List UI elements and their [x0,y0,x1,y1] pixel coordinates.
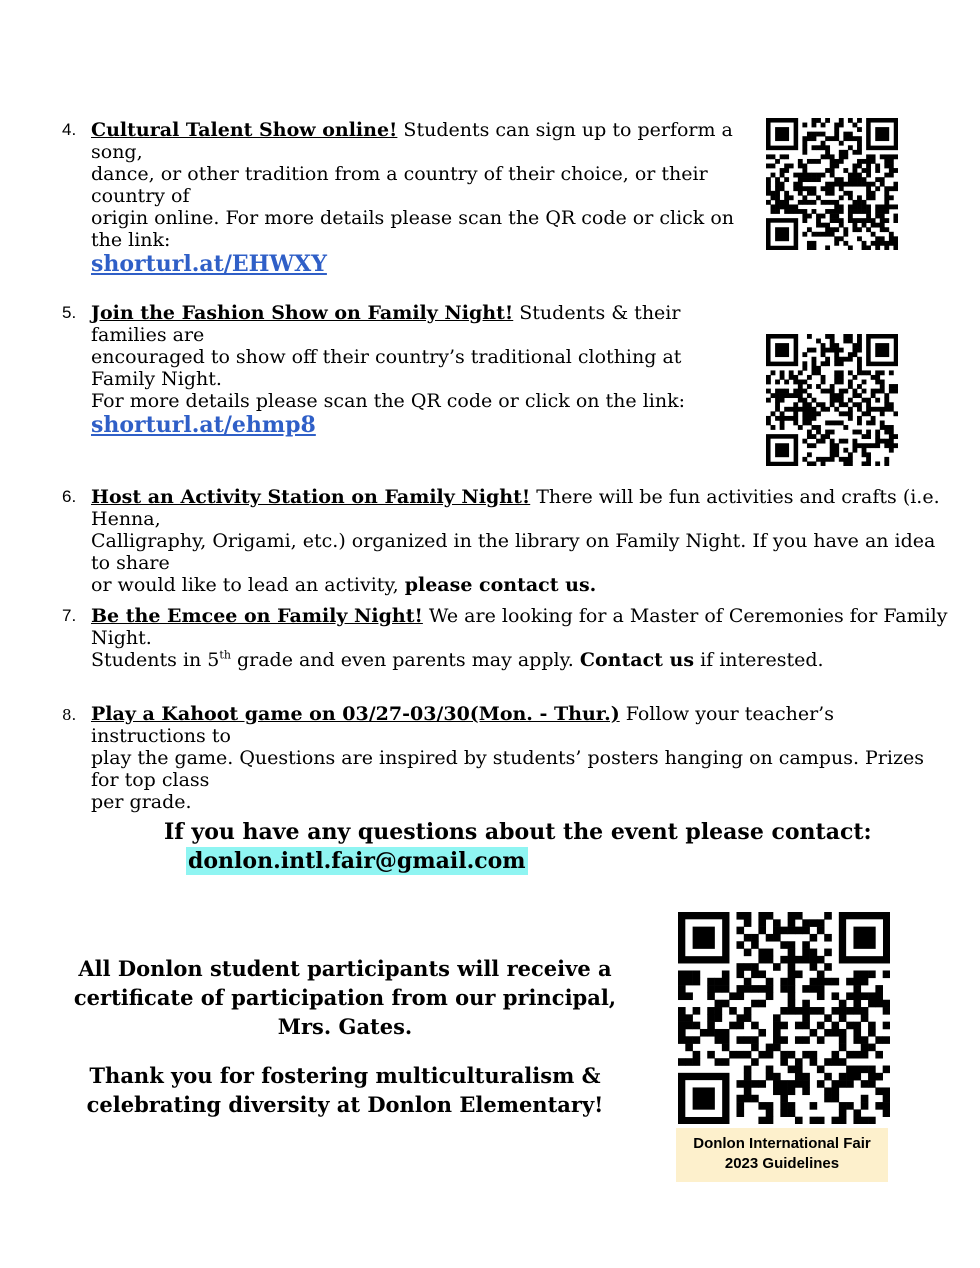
item-number: 5. [62,303,77,322]
contact-question: If you have any questions about the event please contact: [164,819,872,845]
closing-line: All Donlon student participants will receive a [78,956,612,981]
item-heading: Cultural Talent Show online! [91,119,398,141]
item-text: origin online. For more details please scan the QR code or click on the link: [91,207,735,251]
contact-us-text: Contact us [579,649,695,671]
contact-email[interactable]: donlon.intl.fair@gmail.com [188,848,526,874]
qr-code-guidelines-icon[interactable] [678,912,890,1124]
item-heading: Play a Kahoot game on 03/27-03/30(Mon. - Thur.) [91,703,620,725]
item-number: 7. [62,606,77,625]
talent-show-link[interactable]: shorturl.at/EHWXY [91,251,327,277]
closing-line: certificate of participation from our principal, [73,985,617,1010]
item-text: per grade. [91,791,192,813]
item-text: encouraged to show off their country’s traditional clothing at Family Night. [91,346,682,390]
closing-line: celebrating diversity at Donlon Elementary! [86,1092,604,1117]
item-text: or would like to lead an activity, [91,574,405,596]
qr-caption [676,1128,888,1182]
qr-caption-line: Donlon International Fair [693,1135,871,1152]
item-heading: Join the Fashion Show on Family Night! [91,302,514,324]
item-number: 4. [62,120,77,139]
item-text: Students in 5 [91,649,220,671]
item-text: For more details please scan the QR code or click on the link: [91,390,686,412]
item-text: dance, or other tradition from a country of their choice, or their country of [91,163,708,207]
qr-caption-line: 2023 Guidelines [724,1155,840,1172]
qr-code-fashion-show-icon[interactable] [766,334,898,466]
ordinal-suffix: th [219,648,231,662]
item-heading: Be the Emcee on Family Night! [91,605,423,627]
item-number: 6. [62,487,77,506]
qr-code-talent-show-icon[interactable] [766,118,898,250]
item-text: We are looking for a Master of Ceremonies for Family Night. [91,605,948,649]
item-text: play the game. Questions are inspired by students’ posters hanging on campus. Prizes for top class [91,747,924,791]
closing-line: Mrs. Gates. [277,1014,413,1039]
closing-line: Thank you for fostering multiculturalism & [89,1063,601,1088]
fashion-show-link[interactable]: shorturl.at/ehmp8 [91,412,316,438]
thank-you-note [60,1061,630,1119]
item-text: Calligraphy, Origami, etc.) organized in the library on Family Night. If you have an idea to share [91,530,936,574]
item-text: Follow your teacher’s instructions to [91,703,834,747]
item-text: grade and even parents may apply. [230,649,580,671]
certificate-note [60,954,630,1041]
item-number: 8. [62,706,77,724]
contact-us-text: please contact us. [404,574,597,596]
item-heading: Host an Activity Station on Family Night! [91,486,531,508]
item-text: if interested. [694,649,824,671]
item-text: Students can sign up to perform a song, [91,119,733,163]
item-text: Students & their families are [91,302,681,346]
item-text: There will be fun activities and crafts (i.e. Henna, [91,486,940,530]
